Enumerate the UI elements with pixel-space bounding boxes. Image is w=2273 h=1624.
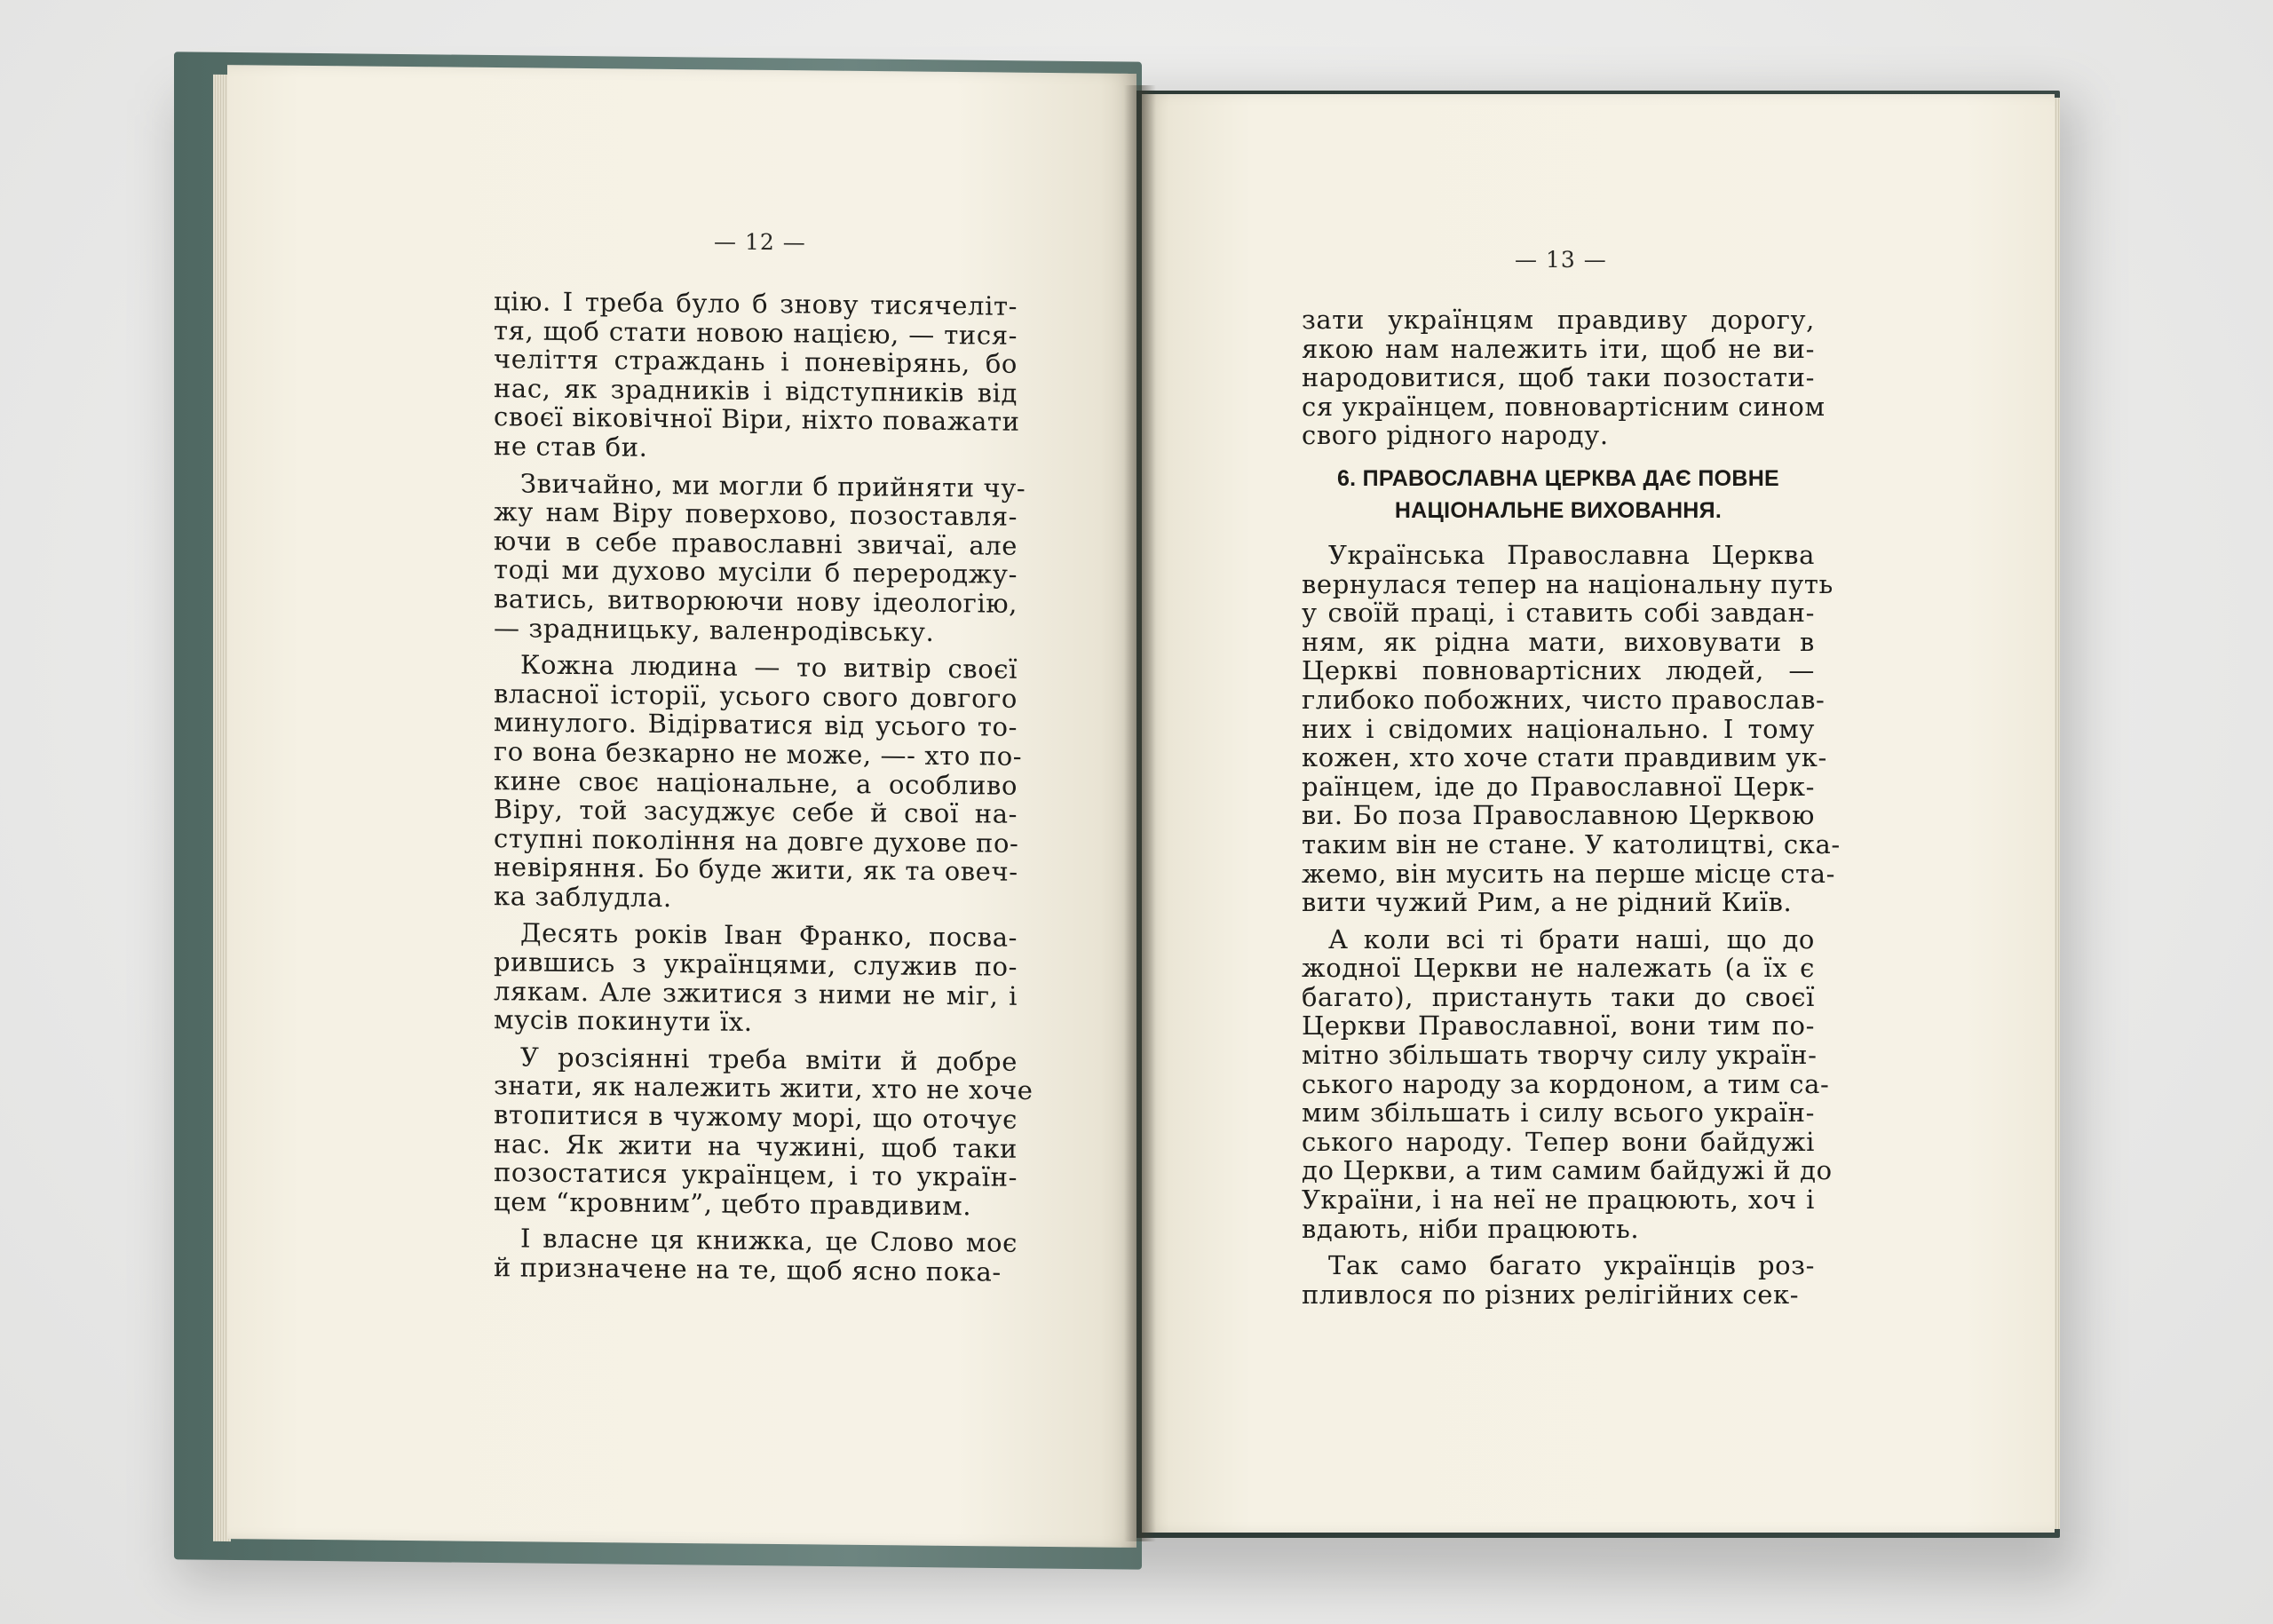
text-line: мим збільшать і силу всього україн- bbox=[1302, 1097, 1815, 1129]
heading-line: НАЦІОНАЛЬНЕ ВИХОВАННЯ. bbox=[1394, 497, 1723, 523]
paragraph bbox=[494, 1224, 1018, 1287]
page-number-left: — 12 — bbox=[714, 228, 806, 256]
text-line: мітно збільшать творчу силу україн- bbox=[1302, 1040, 1818, 1071]
text-line: жемо, він мусить на перше місце ста- bbox=[1302, 858, 1835, 889]
text-line: позостатися українцем, і то україн- bbox=[494, 1157, 1018, 1193]
text-line: України, і на неї не працюють, хоч і bbox=[1302, 1184, 1815, 1216]
paragraph bbox=[494, 649, 1023, 915]
right-page-text bbox=[1302, 305, 1841, 1317]
text-line: своєї віковічної Віри, ніхто поважати bbox=[494, 401, 1020, 438]
book-gutter bbox=[1124, 85, 1156, 1541]
text-line: мусів покинути їх. bbox=[494, 1004, 753, 1038]
text-line: ючи в себе православні звичаї, але bbox=[494, 525, 1018, 561]
section-heading bbox=[1302, 463, 1815, 527]
text-line: Кожна людина — то витвір своєї bbox=[520, 649, 1018, 685]
text-line: ням, як рідна мати, виховувати в bbox=[1302, 626, 1815, 657]
text-line: тя, щоб стати новою нацією, — тися- bbox=[494, 314, 1018, 351]
text-line: якою нам належить іти, щоб не ви- bbox=[1302, 333, 1815, 364]
text-line: нас. Як жити на чужині, щоб таки bbox=[494, 1128, 1018, 1164]
text-line: пливлося по різних релігійних сек- bbox=[1302, 1279, 1800, 1310]
text-line: ви. Бо поза Православною Церквою bbox=[1302, 800, 1815, 831]
text-line: невіряння. Бо буде жити, як та овеч- bbox=[494, 852, 1018, 888]
text-line: Так само багато українців роз- bbox=[1328, 1250, 1815, 1281]
text-line: ватись, витворюючи нову ідеологію, bbox=[494, 583, 1018, 619]
paragraph bbox=[494, 1042, 1034, 1222]
text-line: лякам. Але зжитися з ними не міг, і bbox=[494, 975, 1018, 1011]
text-line: рившись з українцями, служив по- bbox=[494, 947, 1018, 982]
text-line: зати українцям правдиву дорогу, bbox=[1302, 305, 1815, 335]
text-line: свого рідного народу. bbox=[1302, 420, 1609, 451]
text-line: челіття страждань і поневірянь, бо bbox=[494, 344, 1018, 380]
text-line: го вона безкарно не може, —- хто по- bbox=[494, 736, 1023, 772]
text-line: втопитися в чужому морі, що оточує bbox=[494, 1099, 1018, 1135]
text-line: кожен, хто хоче стати правдивим ук- bbox=[1302, 742, 1827, 773]
text-line: власної історії, усього свого довгого bbox=[494, 677, 1018, 714]
text-line: таким він не стане. У католицтві, ска- bbox=[1302, 828, 1841, 860]
right-paragraphs bbox=[1302, 539, 1841, 1310]
text-line: цію. І треба було б знову тисячеліт- bbox=[494, 286, 1018, 321]
page-number-right: — 13 — bbox=[1515, 247, 1607, 273]
text-line: тоді ми духово мусіли б перероджу- bbox=[494, 554, 1018, 590]
text-line: Десять років Іван Франко, посва- bbox=[520, 917, 1018, 954]
text-line: нас, як зрадників і відступників від bbox=[494, 372, 1018, 408]
text-line: Церкві повновартісних людей, — bbox=[1302, 655, 1815, 686]
paragraph bbox=[494, 919, 1018, 1040]
text-line: цем “кровним”, цебто правдивим. bbox=[494, 1185, 972, 1222]
paragraph bbox=[1302, 923, 1833, 1244]
text-line: глибоко побожних, чисто православ- bbox=[1302, 684, 1826, 715]
text-line: знати, як належить жити, хто не хоче bbox=[494, 1070, 1034, 1106]
text-line: жу нам Віру поверхово, позоставля- bbox=[494, 496, 1018, 532]
text-line: ся українцем, повновартісним сином bbox=[1302, 391, 1826, 422]
text-line: у своїй праці, і ставить собі завдан- bbox=[1302, 598, 1815, 629]
text-line: І власне ця книжка, це Слово моє bbox=[520, 1223, 1018, 1259]
text-line: народовитися, щоб таки позостати- bbox=[1302, 362, 1815, 393]
text-line: Звичайно, ми могли б прийняти чу- bbox=[520, 468, 1026, 503]
paragraph bbox=[1302, 539, 1841, 918]
text-line: жодної Церкви не належать (а їх є bbox=[1302, 953, 1815, 984]
text-line: кине своє національне, а особливо bbox=[494, 764, 1018, 801]
text-line: раїнцем, іде до Православної Церк- bbox=[1302, 771, 1815, 802]
paragraph bbox=[494, 468, 1026, 647]
text-line: них і свідомих національно. І тому bbox=[1302, 713, 1815, 744]
paragraph bbox=[1302, 1251, 1815, 1309]
text-line: ського народу. Тепер вони байдужі bbox=[1302, 1126, 1815, 1157]
text-line: минулого. Відірватися від усього то- bbox=[494, 707, 1018, 743]
text-line: Віру, той засуджує себе й свої на- bbox=[494, 794, 1018, 829]
right-opening-paragraph bbox=[1302, 305, 1826, 451]
left-page-text bbox=[494, 286, 1034, 1295]
heading-line: 6. ПРАВОСЛАВНА ЦЕРКВА ДАЄ ПОВНЕ bbox=[1336, 465, 1780, 491]
text-line: — зрадницьку, валенродівську. bbox=[494, 612, 935, 647]
text-line: вдають, ніби працюють. bbox=[1302, 1213, 1640, 1244]
text-line: багато), пристануть таки до своєї bbox=[1302, 981, 1815, 1012]
text-line: не став би. bbox=[494, 431, 648, 463]
text-line: вернулася тепер на національну путь bbox=[1302, 568, 1833, 599]
text-line: Українська Православна Церква bbox=[1328, 539, 1815, 570]
text-line: У розсіянні треба вміти й добре bbox=[520, 1042, 1018, 1077]
paragraph bbox=[494, 287, 1018, 465]
text-line: до Церкви, а тим самим байдужі й до bbox=[1302, 1155, 1833, 1186]
text-line: ка заблудла. bbox=[494, 881, 672, 913]
text-line: й призначене на те, щоб ясно пока- bbox=[494, 1252, 1002, 1287]
text-line: Церкви Православної, вони тим по- bbox=[1302, 1010, 1815, 1042]
text-line: А коли всі ті брати наші, що до bbox=[1328, 923, 1815, 955]
text-line: вити чужий Рим, а не рідний Київ. bbox=[1302, 887, 1793, 918]
text-line: ського народу за кордоном, а тим са- bbox=[1302, 1068, 1830, 1099]
text-line: ступні покоління на довге духове по- bbox=[494, 822, 1019, 859]
